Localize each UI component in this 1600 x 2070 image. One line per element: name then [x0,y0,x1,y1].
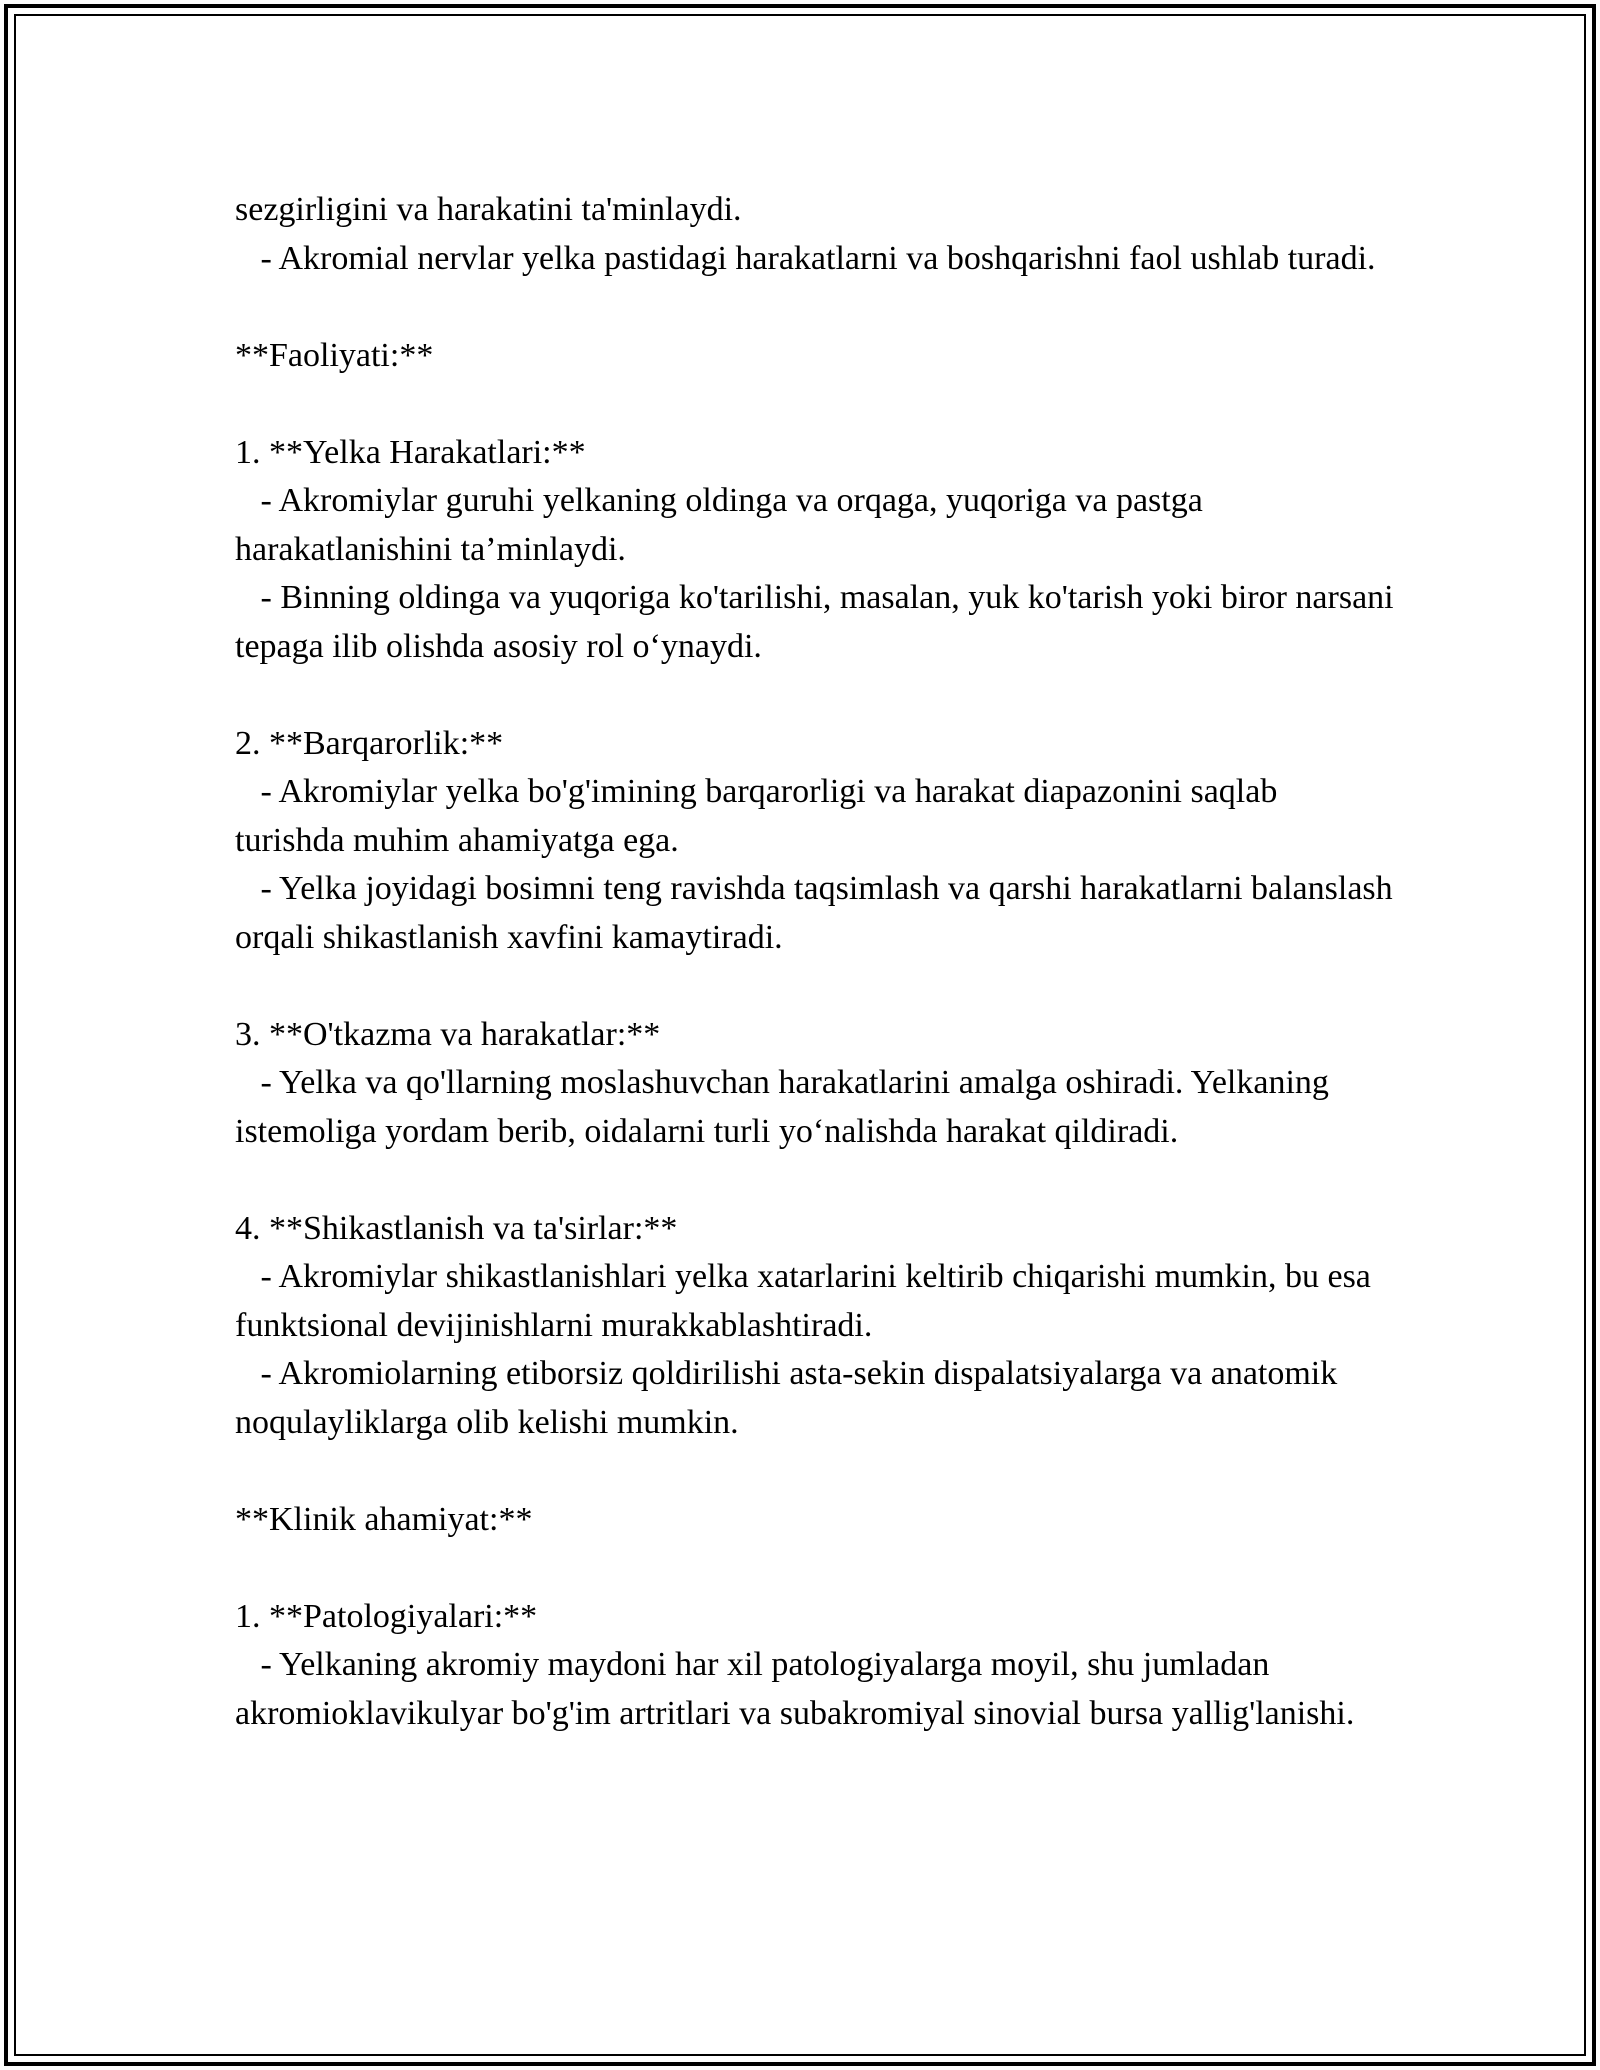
bullet-item: - Binning oldinga va yuqoriga ko'tarilishi, masalan, yuk ko'tarish yoki biror narsani tepaga ilib olishda asosiy rol o‘ynaydi. [235,579,1403,665]
numbered-heading: 2. **Barqarorlik:** [235,724,504,762]
blank-line [235,1544,1395,1593]
numbered-heading: 4. **Shikastlanish va ta'sirlar:** [235,1209,678,1247]
text-line: sezgirligini va harakatini ta'minlaydi. [235,191,742,228]
blank-line [235,671,1395,720]
bullet-item: - Yelka joyidagi bosimni teng ravishda taqsimlash va qarshi harakatlarni balanslash orqali shikastlanish xavfini kamaytiradi. [235,870,1402,956]
bullet-item: - Akromial nervlar yelka pastidagi harakatlarni va boshqarishni faol ushlab turadi. [235,239,1376,277]
blank-line [235,380,1395,429]
section-heading: **Klinik ahamiyat:** [235,1500,533,1538]
blank-line [235,1156,1395,1205]
blank-line [235,962,1395,1011]
bullet-item: - Akromiylar shikastlanishlari yelka xatarlarini keltirib chiqarishi mumkin, bu esa funktsional devijinishlarni murakkablashtiradi. [235,1258,1380,1344]
numbered-heading: 1. **Yelka Harakatlari:** [235,433,586,471]
blank-line [235,1447,1395,1496]
blank-line [235,283,1395,332]
bullet-item: - Akromiylar yelka bo'g'imining barqarorligi va harakat diapazonini saqlab turishda muhim ahamiyatga ega. [235,773,1286,859]
bullet-item: - Yelka va qo'llarning moslashuvchan harakatlarini amalga oshiradi. Yelkaning istemoliga yordam berib, oidalarni turli yo‘nalishda harakat qildiradi. [235,1064,1338,1150]
numbered-heading: 3. **O'tkazma va harakatlar:** [235,1015,661,1053]
document-body [235,186,1403,1738]
section-heading: **Faoliyati:** [235,336,434,374]
bullet-item: - Yelkaning akromiy maydoni har xil patologiyalarga moyil, shu jumladan akromioklavikulyar bo'g'im artritlari va subakromiyal sinovial bursa yallig'lanishi. [235,1646,1355,1732]
numbered-heading: 1. **Patologiyalari:** [235,1597,538,1635]
bullet-item: - Akromiylar guruhi yelkaning oldinga va orqaga, yuqoriga va pastga harakatlanishini ta’minlaydi. [235,482,1212,568]
bullet-item: - Akromiolarning etiborsiz qoldirilishi asta-sekin dispalatsiyalarga va anatomik noqulayliklarga olib kelishi mumkin. [235,1355,1346,1441]
